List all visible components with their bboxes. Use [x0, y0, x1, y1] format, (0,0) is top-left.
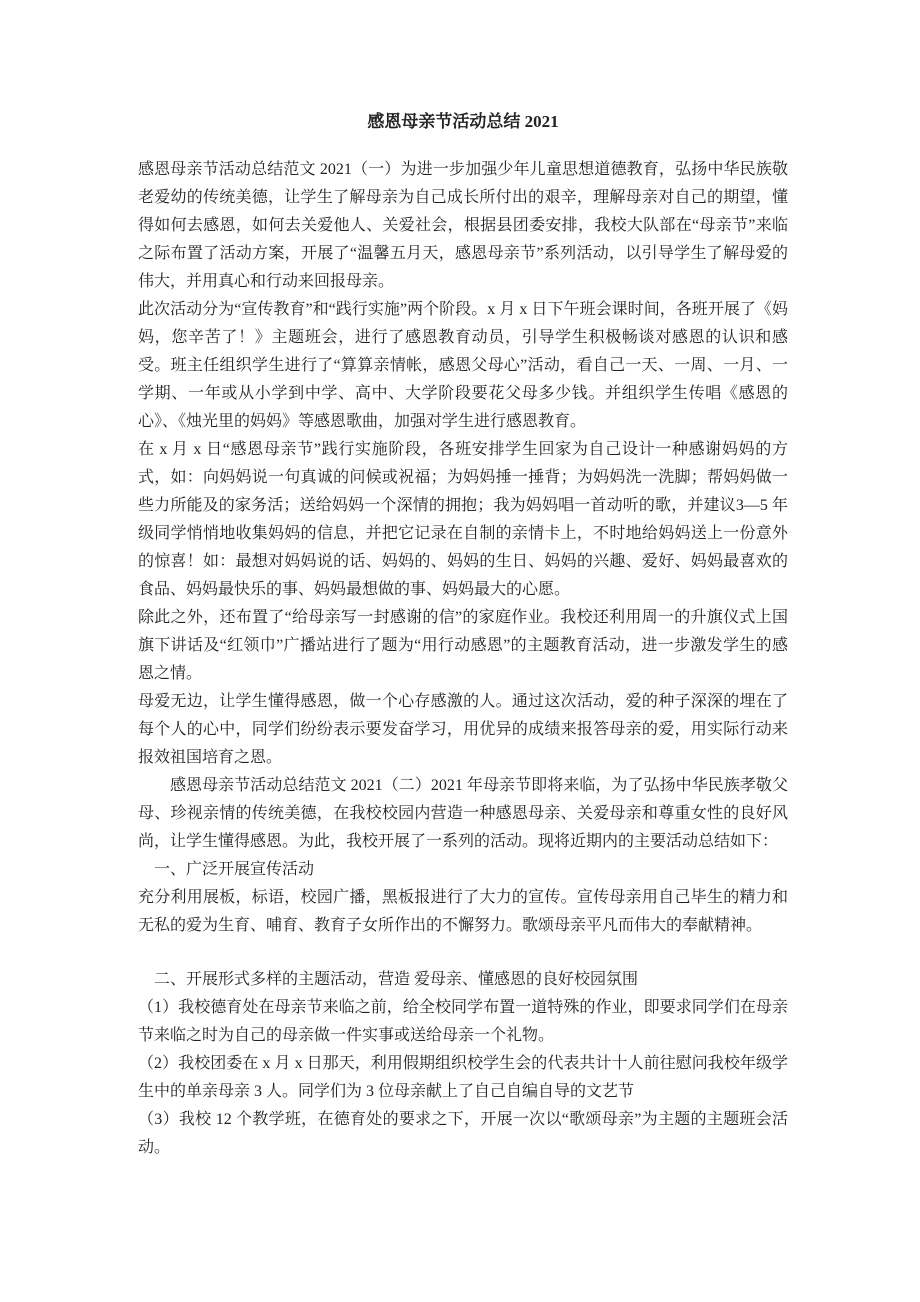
section-heading-2: 二、开展形式多样的主题活动，营造 爱母亲、懂感恩的良好校园氛围 [154, 971, 639, 988]
paragraph-practice-stage: 在 x 月 x 日“感恩母亲节”践行实施阶段，各班安排学生回家为自己设计一种感谢妈妈的方式，如：向妈妈说一句真诚的问候或祝福；为妈妈捶一捶背；为妈妈洗一洗脚；帮妈妈做一些力所能及的家务活；送给妈妈一个深情的拥抱；我为妈妈唱一首动听的歌，并建议3—5 年级同学悄悄地收集妈妈的信息，并把它记录在自制的亲情卡上，不时地给妈妈送上一份意外的惊喜！如：最想对妈妈说的话、妈妈的、妈妈的生日、妈妈的兴趣、爱好、妈妈最喜欢的食品、妈妈最快乐的事、妈妈最想做的事、妈妈最大的心愿。 [138, 441, 788, 598]
paragraph-intro-2: 感恩母亲节活动总结范文 2021（二）2021 年母亲节即将来临，为了弘扬中华民族孝敬父母、珍视亲情的传统美德，在我校校园内营造一种感恩母亲、关爱母亲和尊重女性的良好风尚，让学生懂得感恩。为此，我校开展了一系列的活动。现将近期内的主要活动总结如下： [138, 777, 788, 850]
paragraph-summary-1: 母爱无边，让学生懂得感恩，做一个心存感激的人。通过这次活动，爱的种子深深的埋在了每个人的心中，同学们纷纷表示要发奋学习，用优异的成绩来报答母亲的爱，用实际行动来报效祖国培育之恩。 [138, 693, 788, 766]
document-title: 感恩母亲节活动总结 2021 [367, 112, 559, 131]
paragraph-item-2: （2）我校团委在 x 月 x 日那天，利用假期组织校学生会的代表共计十人前往慰问我校年级学生中的单亲母亲 3 人。同学们为 3 位母亲献上了自己自编自导的文艺节 [138, 1055, 788, 1100]
paragraph-publicity: 充分利用展板，标语，校园广播，黑板报进行了大力的宣传。宣传母亲用自己毕生的精力和无私的爱为生育、哺育、教育子女所作出的不懈努力。歌颂母亲平凡而伟大的奉献精神。 [138, 889, 788, 934]
section-heading-1: 一、广泛开展宣传活动 [154, 861, 315, 878]
paragraph-intro-1: 感恩母亲节活动总结范文 2021（一）为进一步加强少年儿童思想道德教育，弘扬中华民族敬老爱幼的传统美德，让学生了解母亲为自己成长所付出的艰辛，理解母亲对自己的期望，懂得如何去感恩，如何去关爱他人、关爱社会，根据县团委安排，我校大队部在“母亲节”来临之际布置了活动方案，开展了“温馨五月天，感恩母亲节”系列活动，以引导学生了解母爱的伟大，并用真心和行动来回报母亲。 [138, 161, 788, 290]
paragraph-homework-broadcast: 除此之外，还布置了“给母亲写一封感谢的信”的家庭作业。我校还利用周一的升旗仪式上国旗下讲话及“红领巾”广播站进行了题为“用行动感恩”的主题教育活动，进一步激发学生的感恩之情。 [138, 609, 788, 682]
paragraph-item-3: （3）我校 12 个教学班，在德育处的要求之下，开展一次以“歌颂母亲”为主题的主题班会活动。 [138, 1111, 788, 1156]
paragraph-stage-overview: 此次活动分为“宣传教育”和“践行实施”两个阶段。x 月 x 日下午班会课时间，各班开展了《妈妈，您辛苦了！》主题班会，进行了感恩教育动员，引导学生积极畅谈对感恩的认识和感受。班主任组织学生进行了“算算亲情帐，感恩父母心”活动，看自己一天、一周、一月、一学期、一年或从小学到中学、高中、大学阶段要花父母多少钱。并组织学生传唱《感恩的心》、《烛光里的妈妈》等感恩歌曲，加强对学生进行感恩教育。 [138, 301, 788, 430]
paragraph-item-1: （1）我校德育处在母亲节来临之前，给全校同学布置一道特殊的作业，即要求同学们在母亲节来临之时为自己的母亲做一件实事或送给母亲一个礼物。 [138, 999, 788, 1044]
